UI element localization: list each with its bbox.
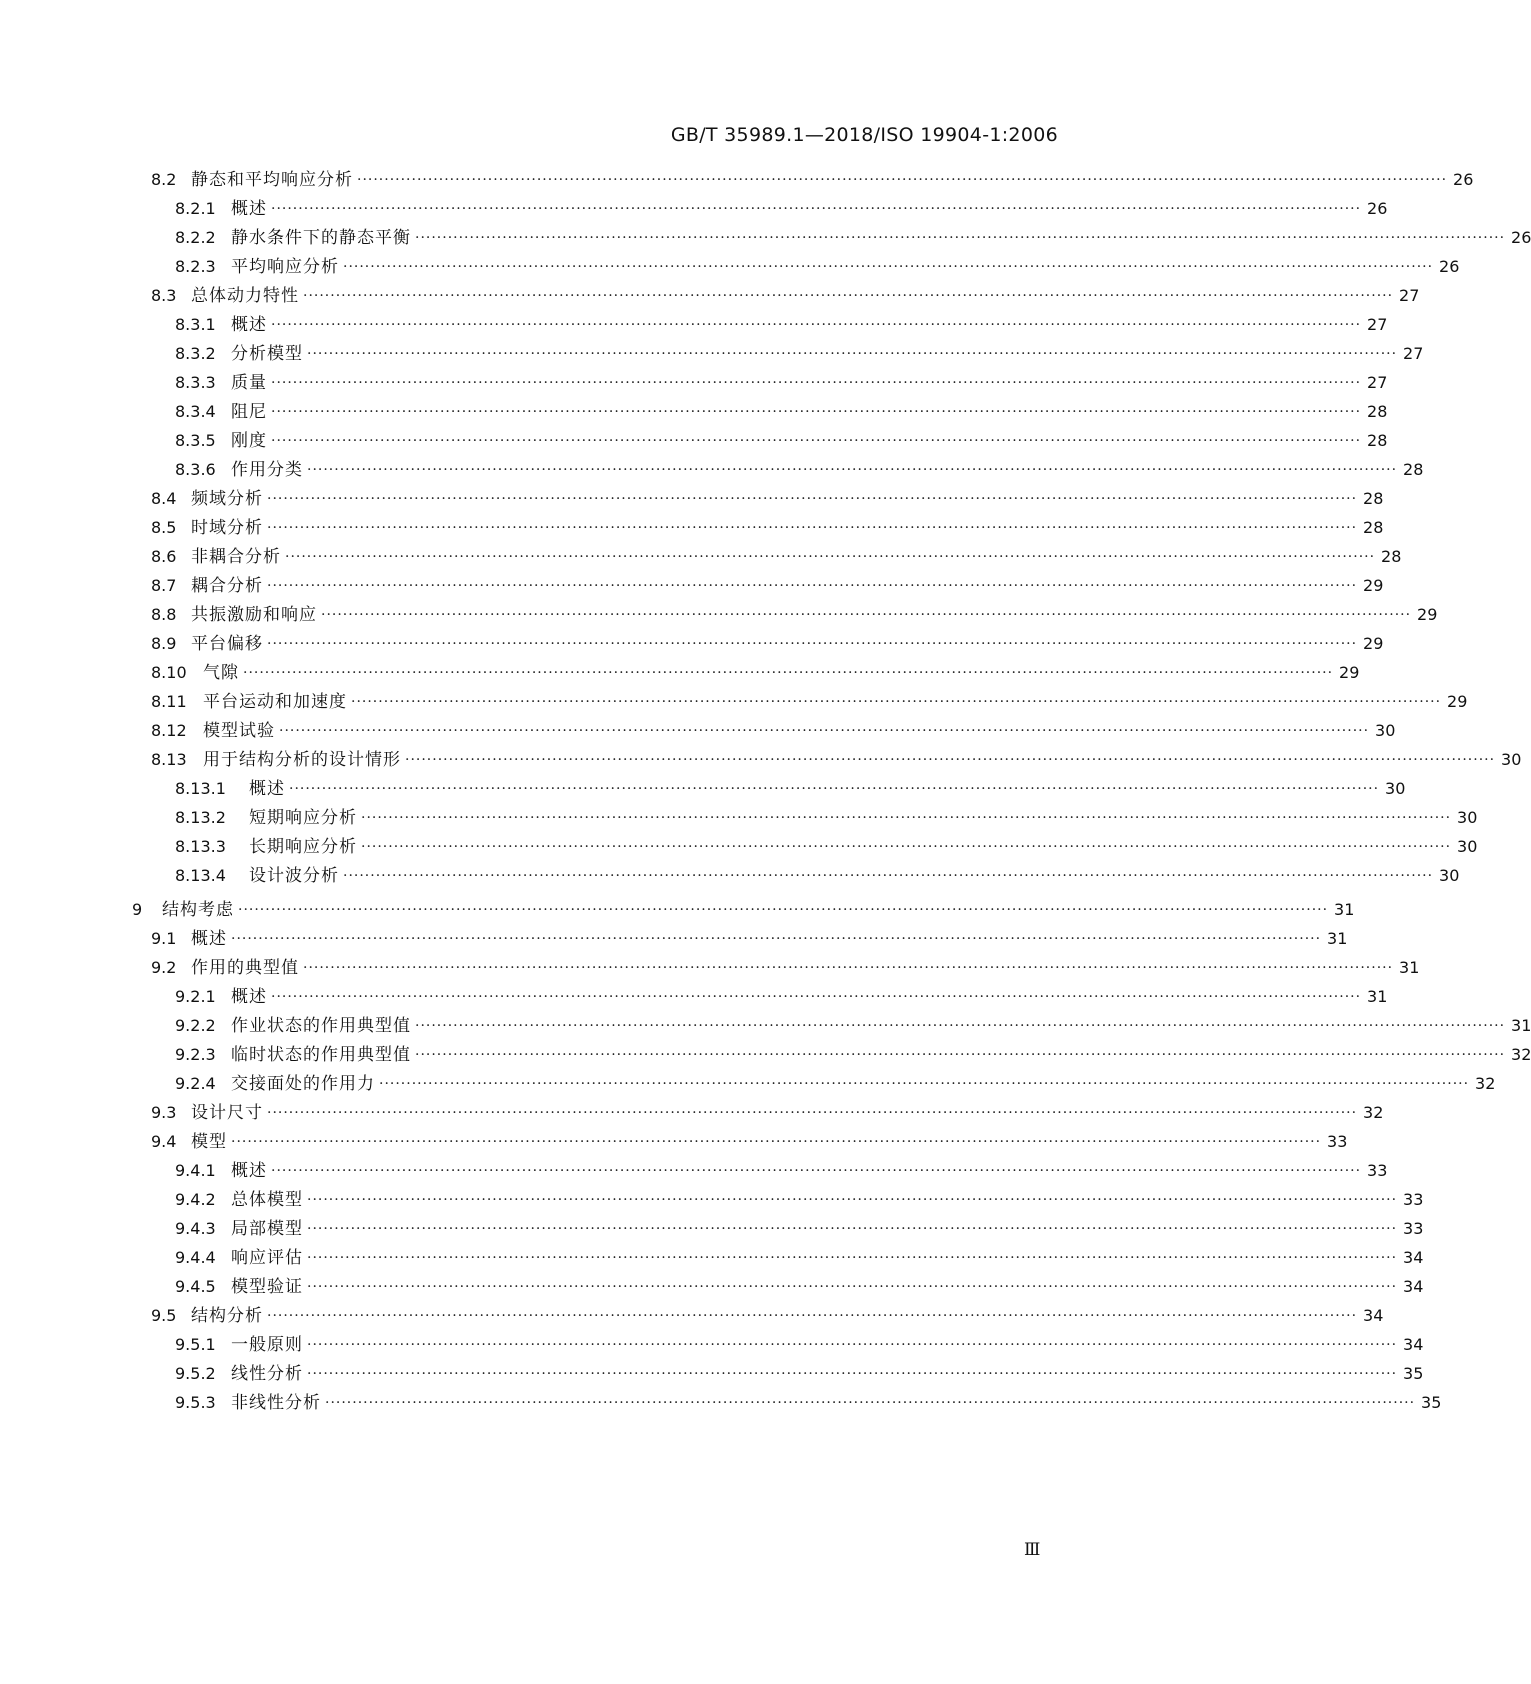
toc-leader-dots: ········································································································································································································ <box>267 636 1358 652</box>
toc-entry-page: 27 <box>1399 286 1420 305</box>
toc-entry[interactable] <box>151 924 1348 954</box>
toc-entry-number: 8.8 <box>151 605 177 624</box>
toc-leader-dots: ········································································································································································································ <box>307 1337 1398 1353</box>
toc-entry-title: 设计尺寸 <box>191 1103 263 1123</box>
toc-entry[interactable] <box>175 832 1478 862</box>
toc-entry-number: 8.6 <box>151 547 177 566</box>
toc-leader-dots: ········································································································································································································ <box>238 902 1329 918</box>
toc-entry-title: 概述 <box>231 1161 267 1181</box>
toc-entry-page: 28 <box>1367 402 1388 421</box>
toc-entry-page: 26 <box>1439 257 1460 276</box>
toc-entry-number: 9.2 <box>151 958 177 977</box>
toc-entry-number: 8.3.2 <box>175 344 216 363</box>
toc-leader-dots: ········································································································································································································ <box>271 1163 1362 1179</box>
toc-entry-page: 34 <box>1363 1306 1384 1325</box>
toc-entry-number: 8.11 <box>151 692 187 711</box>
toc-entry[interactable] <box>175 1214 1424 1244</box>
toc-entry[interactable] <box>175 774 1406 804</box>
toc-entry-title: 共振激励和响应 <box>191 605 317 625</box>
toc-entry-number: 9.5.3 <box>175 1393 216 1412</box>
toc-leader-dots: ········································································································································································································ <box>243 665 1334 681</box>
toc-entry-page: 31 <box>1511 1016 1531 1035</box>
toc-entry-page: 31 <box>1367 987 1388 1006</box>
toc-entry-number: 8.7 <box>151 576 177 595</box>
toc-entry-title: 长期响应分析 <box>249 837 357 857</box>
toc-entry[interactable] <box>151 1098 1384 1128</box>
toc-leader-dots: ········································································································································································································ <box>361 839 1452 855</box>
toc-leader-dots: ········································································································································································································ <box>267 1308 1358 1324</box>
toc-entry-title: 静态和平均响应分析 <box>191 170 353 190</box>
toc-leader-dots: ········································································································································································································ <box>307 1366 1398 1382</box>
toc-entry-title: 非线性分析 <box>231 1393 321 1413</box>
toc-entry-page: 28 <box>1367 431 1388 450</box>
toc-entry-page: 30 <box>1457 837 1478 856</box>
toc-leader-dots: ········································································································································································································ <box>343 259 1434 275</box>
toc-entry-number: 8.3 <box>151 286 177 305</box>
toc-entry-page: 29 <box>1417 605 1438 624</box>
toc-entry[interactable] <box>175 1185 1424 1215</box>
page-number: Ⅲ <box>1024 1540 1041 1560</box>
toc-entry[interactable] <box>151 542 1402 572</box>
toc-entry-title: 静水条件下的静态平衡 <box>231 228 411 248</box>
toc-entry-number: 8.3.3 <box>175 373 216 392</box>
toc-leader-dots: ········································································································································································································ <box>351 694 1442 710</box>
toc-entry[interactable] <box>151 281 1420 311</box>
toc-entry-page: 27 <box>1367 373 1388 392</box>
toc-entry-page: 30 <box>1501 750 1522 769</box>
toc-entry[interactable] <box>175 1011 1531 1041</box>
toc-entry-title: 非耦合分析 <box>191 547 281 567</box>
toc-leader-dots: ········································································································································································································ <box>321 607 1412 623</box>
toc-entry-page: 30 <box>1439 866 1460 885</box>
toc-leader-dots: ········································································································································································································ <box>405 752 1496 768</box>
document-header: GB/T 35989.1—2018/ISO 19904-1:2006 <box>670 124 1058 146</box>
toc-entry[interactable] <box>175 194 1388 224</box>
toc-entry-number: 8.4 <box>151 489 177 508</box>
toc-entry[interactable] <box>151 165 1474 195</box>
toc-entry[interactable] <box>175 1330 1424 1360</box>
toc-leader-dots: ········································································································································································································ <box>303 288 1394 304</box>
toc-entry-title: 局部模型 <box>231 1219 303 1239</box>
toc-entry-number: 9.2.1 <box>175 987 216 1006</box>
toc-entry[interactable] <box>151 629 1384 659</box>
toc-entry-title: 总体动力特性 <box>191 286 299 306</box>
toc-entry-page: 31 <box>1399 958 1420 977</box>
toc-entry-page: 26 <box>1453 170 1474 189</box>
toc-entry[interactable] <box>175 1272 1424 1302</box>
toc-entry-number: 9.4.1 <box>175 1161 216 1180</box>
toc-entry-number: 9 <box>132 900 143 919</box>
toc-entry-page: 27 <box>1367 315 1388 334</box>
toc-entry-page: 26 <box>1511 228 1531 247</box>
toc-entry[interactable] <box>151 571 1384 601</box>
toc-leader-dots: ········································································································································································································ <box>361 810 1452 826</box>
toc-entry-title: 一般原则 <box>231 1335 303 1355</box>
toc-entry-title: 概述 <box>231 199 267 219</box>
toc-entry-title: 模型验证 <box>231 1277 303 1297</box>
toc-entry-title: 阻尼 <box>231 402 267 422</box>
toc-entry-page: 30 <box>1375 721 1396 740</box>
toc-entry-page: 31 <box>1327 929 1348 948</box>
toc-entry-number: 8.2.1 <box>175 199 216 218</box>
toc-entry-number: 8.3.1 <box>175 315 216 334</box>
toc-entry-number: 9.3 <box>151 1103 177 1122</box>
toc-entry[interactable] <box>175 982 1388 1012</box>
toc-entry-page: 29 <box>1363 576 1384 595</box>
toc-entry-number: 9.4.4 <box>175 1248 216 1267</box>
toc-entry[interactable] <box>132 895 1355 925</box>
toc-leader-dots: ········································································································································································································ <box>231 1134 1322 1150</box>
toc-entry[interactable] <box>151 745 1522 775</box>
toc-entry-title: 时域分析 <box>191 518 263 538</box>
toc-leader-dots: ········································································································································································································ <box>303 960 1394 976</box>
toc-leader-dots: ········································································································································································································ <box>307 1192 1398 1208</box>
toc-entry-number: 9.2.4 <box>175 1074 216 1093</box>
toc-entry-page: 29 <box>1363 634 1384 653</box>
toc-leader-dots: ········································································································································································································ <box>267 578 1358 594</box>
toc-leader-dots: ········································································································································································································ <box>307 462 1398 478</box>
toc-entry-title: 作用的典型值 <box>191 958 299 978</box>
toc-entry-title: 概述 <box>231 315 267 335</box>
toc-leader-dots: ········································································································································································································ <box>307 346 1398 362</box>
toc-entry[interactable] <box>175 252 1460 282</box>
toc-leader-dots: ········································································································································································································ <box>415 1018 1506 1034</box>
toc-entry-number: 8.13.4 <box>175 866 226 885</box>
toc-entry-page: 32 <box>1475 1074 1496 1093</box>
toc-entry-title: 平均响应分析 <box>231 257 339 277</box>
toc-entry-page: 35 <box>1403 1364 1424 1383</box>
toc-entry-title: 概述 <box>191 929 227 949</box>
toc-entry-number: 8.3.4 <box>175 402 216 421</box>
toc-entry[interactable] <box>175 223 1531 253</box>
toc-entry-number: 8.13.3 <box>175 837 226 856</box>
toc-entry[interactable] <box>151 687 1468 717</box>
toc-leader-dots: ········································································································································································································ <box>343 868 1434 884</box>
toc-entry-number: 9.4.3 <box>175 1219 216 1238</box>
toc-entry-page: 33 <box>1403 1190 1424 1209</box>
toc-entry-title: 概述 <box>231 987 267 1007</box>
toc-entry-page: 32 <box>1363 1103 1384 1122</box>
toc-leader-dots: ········································································································································································································ <box>325 1395 1416 1411</box>
toc-entry-number: 9.2.2 <box>175 1016 216 1035</box>
toc-leader-dots: ········································································································································································································ <box>307 1250 1398 1266</box>
toc-entry[interactable] <box>151 484 1384 514</box>
toc-leader-dots: ········································································································································································································ <box>271 201 1362 217</box>
toc-entry-number: 9.5.1 <box>175 1335 216 1354</box>
toc-leader-dots: ········································································································································································································ <box>267 491 1358 507</box>
toc-entry-title: 响应评估 <box>231 1248 303 1268</box>
toc-entry[interactable] <box>175 1388 1442 1418</box>
toc-entry-title: 作业状态的作用典型值 <box>231 1016 411 1036</box>
toc-entry[interactable] <box>175 426 1388 456</box>
toc-entry-page: 30 <box>1385 779 1406 798</box>
toc-entry[interactable] <box>151 1301 1384 1331</box>
toc-entry-page: 34 <box>1403 1335 1424 1354</box>
toc-entry-title: 结构分析 <box>191 1306 263 1326</box>
toc-leader-dots: ········································································································································································································ <box>307 1279 1398 1295</box>
toc-entry-title: 线性分析 <box>231 1364 303 1384</box>
toc-entry-number: 9.4.2 <box>175 1190 216 1209</box>
toc-entry-page: 28 <box>1403 460 1424 479</box>
toc-entry-title: 总体模型 <box>231 1190 303 1210</box>
toc-entry-number: 8.2.2 <box>175 228 216 247</box>
toc-entry[interactable] <box>151 513 1384 543</box>
toc-entry[interactable] <box>175 1040 1531 1070</box>
toc-entry-number: 8.2.3 <box>175 257 216 276</box>
toc-entry[interactable] <box>175 1069 1496 1099</box>
toc-entry-page: 31 <box>1334 900 1355 919</box>
toc-entry[interactable] <box>151 1127 1348 1157</box>
toc-entry-number: 9.5 <box>151 1306 177 1325</box>
toc-entry[interactable] <box>175 1156 1388 1186</box>
toc-entry-page: 33 <box>1403 1219 1424 1238</box>
toc-entry-page: 28 <box>1363 518 1384 537</box>
toc-entry-title: 模型 <box>191 1132 227 1152</box>
toc-entry-title: 结构考虑 <box>162 900 234 920</box>
toc-entry[interactable] <box>175 310 1388 340</box>
toc-entry-title: 短期响应分析 <box>249 808 357 828</box>
toc-entry-title: 气隙 <box>203 663 239 683</box>
toc-entry[interactable] <box>175 803 1478 833</box>
toc-entry-page: 33 <box>1327 1132 1348 1151</box>
toc-entry[interactable] <box>151 953 1420 983</box>
toc-leader-dots: ········································································································································································································ <box>267 1105 1358 1121</box>
toc-entry-number: 9.2.3 <box>175 1045 216 1064</box>
toc-leader-dots: ········································································································································································································ <box>271 989 1362 1005</box>
toc-entry-number: 9.4 <box>151 1132 177 1151</box>
toc-entry-title: 分析模型 <box>231 344 303 364</box>
toc-entry-page: 32 <box>1511 1045 1531 1064</box>
toc-entry-number: 8.12 <box>151 721 187 740</box>
toc-entry[interactable] <box>175 861 1460 891</box>
toc-entry-title: 平台偏移 <box>191 634 263 654</box>
toc-entry[interactable] <box>175 339 1424 369</box>
toc-leader-dots: ········································································································································································································ <box>357 172 1448 188</box>
toc-entry-number: 8.5 <box>151 518 177 537</box>
toc-entry-title: 平台运动和加速度 <box>203 692 347 712</box>
toc-leader-dots: ········································································································································································································ <box>271 375 1362 391</box>
toc-entry[interactable] <box>175 455 1424 485</box>
toc-entry[interactable] <box>151 600 1438 630</box>
toc-entry-title: 设计波分析 <box>249 866 339 886</box>
toc-leader-dots: ········································································································································································································ <box>231 931 1322 947</box>
toc-entry-page: 34 <box>1403 1248 1424 1267</box>
toc-entry[interactable] <box>151 716 1396 746</box>
toc-entry-page: 35 <box>1421 1393 1442 1412</box>
toc-entry-number: 8.10 <box>151 663 187 682</box>
toc-entry-title: 频域分析 <box>191 489 263 509</box>
toc-entry-number: 8.13 <box>151 750 187 769</box>
toc-leader-dots: ········································································································································································································ <box>379 1076 1470 1092</box>
toc-entry-title: 概述 <box>249 779 285 799</box>
toc-leader-dots: ········································································································································································································ <box>271 433 1362 449</box>
toc-entry-number: 8.13.1 <box>175 779 226 798</box>
toc-entry-title: 耦合分析 <box>191 576 263 596</box>
toc-leader-dots: ········································································································································································································ <box>307 1221 1398 1237</box>
toc-leader-dots: ········································································································································································································ <box>271 404 1362 420</box>
toc-entry-title: 临时状态的作用典型值 <box>231 1045 411 1065</box>
toc-entry[interactable] <box>151 658 1360 688</box>
toc-entry-title: 交接面处的作用力 <box>231 1074 375 1094</box>
toc-entry-number: 8.9 <box>151 634 177 653</box>
toc-entry-number: 9.1 <box>151 929 177 948</box>
toc-entry-number: 9.4.5 <box>175 1277 216 1296</box>
toc-entry-page: 29 <box>1447 692 1468 711</box>
toc-entry[interactable] <box>175 397 1388 427</box>
toc-entry[interactable] <box>175 368 1388 398</box>
toc-entry-number: 8.3.6 <box>175 460 216 479</box>
toc-leader-dots: ········································································································································································································ <box>267 520 1358 536</box>
toc-entry-title: 质量 <box>231 373 267 393</box>
toc-entry[interactable] <box>175 1359 1424 1389</box>
toc-entry-title: 作用分类 <box>231 460 303 480</box>
toc-entry-number: 8.3.5 <box>175 431 216 450</box>
toc-entry[interactable] <box>175 1243 1424 1273</box>
toc-entry-title: 刚度 <box>231 431 267 451</box>
toc-leader-dots: ········································································································································································································ <box>279 723 1370 739</box>
toc-leader-dots: ········································································································································································································ <box>415 1047 1506 1063</box>
toc-entry-page: 28 <box>1363 489 1384 508</box>
toc-entry-page: 27 <box>1403 344 1424 363</box>
toc-entry-page: 30 <box>1457 808 1478 827</box>
toc-leader-dots: ········································································································································································································ <box>415 230 1506 246</box>
toc-leader-dots: ········································································································································································································ <box>271 317 1362 333</box>
toc-entry-page: 33 <box>1367 1161 1388 1180</box>
toc-leader-dots: ········································································································································································································ <box>289 781 1380 797</box>
toc-entry-title: 模型试验 <box>203 721 275 741</box>
toc-entry-number: 9.5.2 <box>175 1364 216 1383</box>
toc-leader-dots: ········································································································································································································ <box>285 549 1376 565</box>
toc-entry-page: 26 <box>1367 199 1388 218</box>
toc-entry-number: 8.2 <box>151 170 177 189</box>
toc-entry-number: 8.13.2 <box>175 808 226 827</box>
toc-entry-page: 34 <box>1403 1277 1424 1296</box>
toc-entry-page: 29 <box>1339 663 1360 682</box>
toc-entry-page: 28 <box>1381 547 1402 566</box>
toc-entry-title: 用于结构分析的设计情形 <box>203 750 401 770</box>
